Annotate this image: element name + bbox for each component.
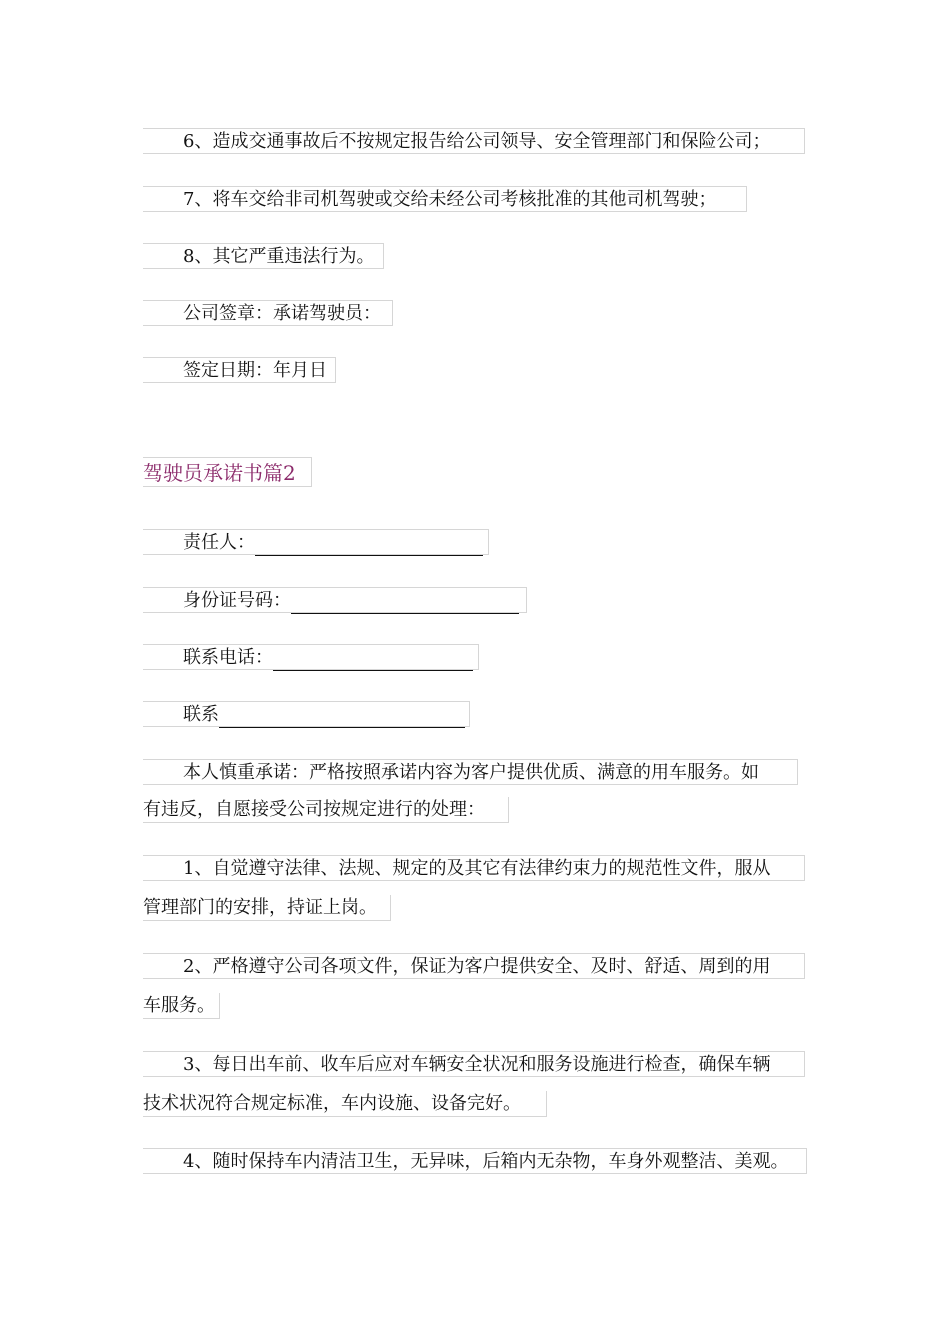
field-person-blank[interactable] [255, 535, 483, 556]
item-7: 7、将车交给非司机驾驶或交给未经公司考核批准的其他司机驾驶； [143, 186, 747, 212]
field-contact-label: 联系 [183, 704, 219, 725]
item-8: 8、其它严重违法行为。 [143, 243, 384, 269]
signature-line: 公司签章：承诺驾驶员： [143, 300, 393, 326]
promise-line-1: 本人慎重承诺：严格按照承诺内容为客户提供优质、满意的用车服务。如 [143, 759, 798, 785]
item-2-line-2: 车服务。 [143, 993, 220, 1019]
field-phone-label: 联系电话： [183, 647, 273, 668]
field-person-label: 责任人： [183, 532, 255, 553]
field-contact-blank[interactable] [219, 707, 465, 728]
field-phone [143, 644, 479, 670]
item-3-line-1: 3、每日出车前、收车后应对车辆安全状况和服务设施进行检查，确保车辆 [143, 1051, 805, 1077]
field-phone-blank[interactable] [273, 650, 473, 671]
field-person [143, 529, 489, 555]
field-id-label: 身份证号码： [183, 590, 291, 611]
item-4-line-1: 4、随时保持车内清洁卫生，无异味，后箱内无杂物，车身外观整洁、美观。 [143, 1148, 807, 1174]
section-heading: 驾驶员承诺书篇2 [143, 457, 312, 487]
field-id [143, 587, 527, 613]
field-id-blank[interactable] [291, 593, 519, 614]
item-1-line-1: 1、自觉遵守法律、法规、规定的及其它有法律约束力的规范性文件，服从 [143, 855, 805, 881]
item-1-line-2: 管理部门的安排，持证上岗。 [143, 895, 391, 921]
item-6: 6、造成交通事故后不按规定报告给公司领导、安全管理部门和保险公司； [143, 128, 805, 154]
promise-line-2: 有违反，自愿接受公司按规定进行的处理： [143, 797, 509, 823]
item-3-line-2: 技术状况符合规定标准，车内设施、设备完好。 [143, 1091, 547, 1117]
item-2-line-1: 2、严格遵守公司各项文件，保证为客户提供安全、及时、舒适、周到的用 [143, 953, 805, 979]
field-contact [143, 701, 470, 727]
date-line: 签定日期：年月日 [143, 357, 336, 383]
